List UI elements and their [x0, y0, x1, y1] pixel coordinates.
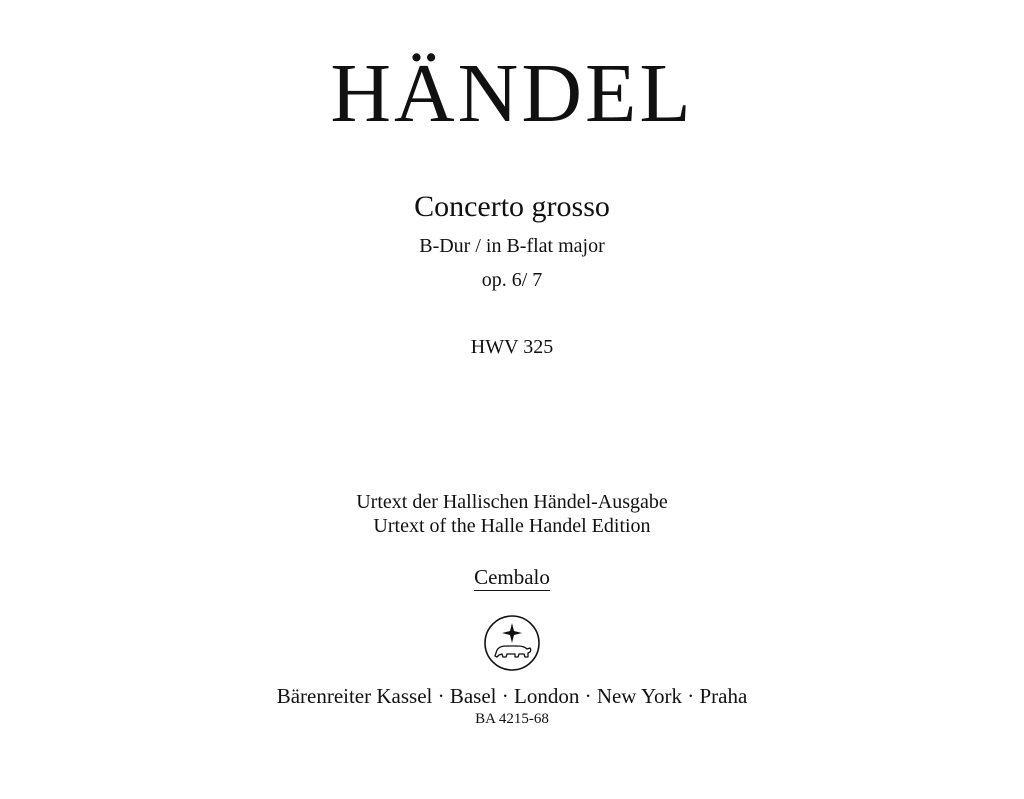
edition-note-english: Urtext of the Halle Handel Edition — [373, 515, 651, 537]
instrument-part-label: Cembalo — [474, 565, 550, 589]
opus-number: op. 6/ 7 — [481, 269, 543, 291]
edition-note-german: Urtext der Hallischen Händel-Ausgabe — [356, 491, 668, 513]
work-key: B-Dur / in B-flat major — [419, 235, 605, 257]
publisher-cities: Bärenreiter Kassel · Basel · London · New York · Praha — [276, 684, 748, 708]
publisher-bear-logo-icon — [482, 613, 542, 673]
hwv-catalog-number: HWV 325 — [470, 336, 554, 358]
work-title: Concerto grosso — [414, 190, 610, 223]
composer-name: HÄNDEL — [330, 47, 694, 140]
publisher-order-number: BA 4215-68 — [475, 711, 549, 727]
instrument-part — [0, 567, 1024, 591]
